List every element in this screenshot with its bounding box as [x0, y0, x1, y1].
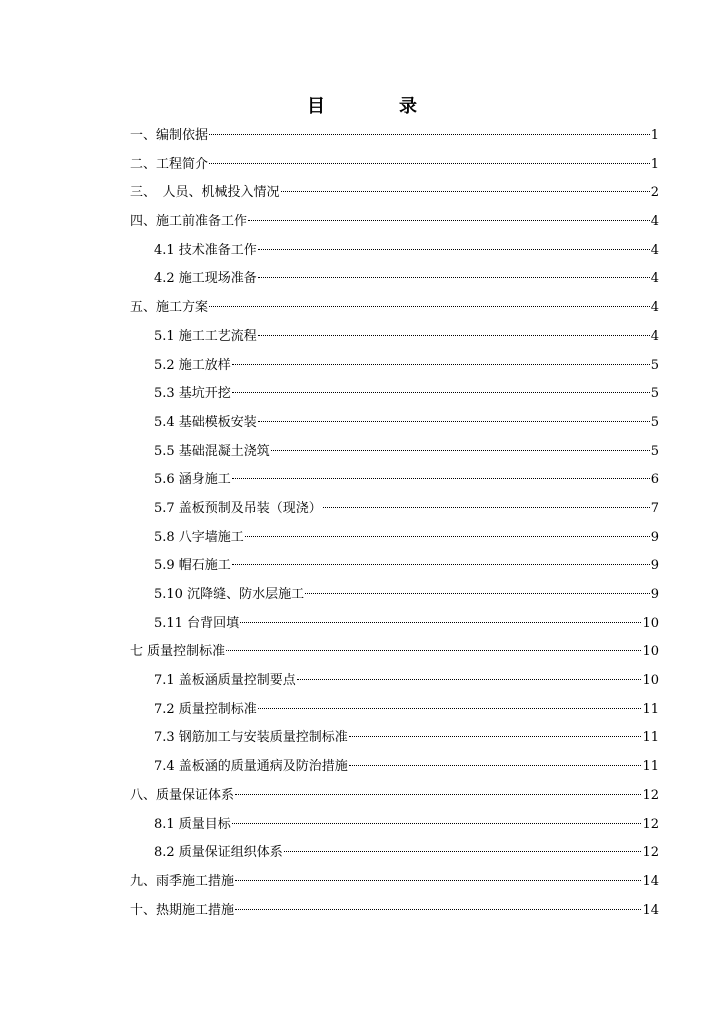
toc-entry-label: 五、施工方案: [130, 300, 209, 316]
toc-entry-page-number: 7: [650, 500, 659, 516]
toc-entry-page-number: 5: [650, 357, 659, 373]
toc-entry-page-number: 1: [650, 128, 659, 143]
toc-entry-label: 七 质量控制标准: [130, 644, 226, 660]
toc-title: 目 录: [307, 96, 445, 117]
dot-leader: [258, 421, 650, 422]
dot-leader: [235, 794, 641, 795]
toc-entry[interactable]: [130, 353, 659, 382]
toc-entry-label: 8.1 质量目标: [154, 816, 231, 832]
dot-leader: [258, 277, 650, 278]
toc-entry-label: 九、雨季施工措施: [130, 873, 235, 889]
dot-leader: [240, 622, 641, 623]
toc-entry[interactable]: [130, 783, 659, 812]
toc-entry[interactable]: [130, 725, 659, 754]
dot-leader: [209, 134, 650, 135]
toc-entry-label: 4.1 技术准备工作: [154, 242, 257, 258]
dot-leader: [323, 507, 650, 508]
dot-leader: [281, 191, 650, 192]
toc-entry[interactable]: [130, 840, 659, 869]
table-of-contents: [130, 123, 659, 926]
toc-entry[interactable]: [130, 152, 659, 181]
toc-entry[interactable]: [130, 439, 659, 468]
toc-entry-page-number: 12: [642, 787, 659, 803]
toc-entry-label: 7.4 盖板涵的质量通病及防治措施: [154, 759, 348, 775]
dot-leader: [232, 478, 650, 479]
dot-leader: [232, 392, 650, 393]
toc-entry-label: 5.5 基础混凝土浇筑: [154, 443, 270, 459]
toc-entry-label: 8.2 质量保证组织体系: [154, 845, 283, 861]
toc-entry-label: 7.2 质量控制标准: [154, 701, 257, 717]
toc-entry-page-number: 6: [650, 472, 659, 488]
toc-entry-label: 5.1 施工工艺流程: [154, 328, 257, 344]
toc-entry-page-number: 9: [650, 587, 659, 602]
dot-leader: [235, 909, 641, 910]
toc-entry-page-number: 14: [642, 873, 659, 889]
toc-entry-label: 5.9 帽石施工: [154, 558, 231, 574]
toc-entry-page-number: 5: [650, 443, 659, 459]
dot-leader: [209, 163, 650, 164]
toc-entry-label: 5.4 基础模板安装: [154, 414, 257, 430]
dot-leader: [209, 306, 650, 307]
toc-entry[interactable]: [130, 324, 659, 353]
dot-leader: [349, 765, 642, 766]
toc-entry[interactable]: [130, 582, 659, 611]
toc-entry-page-number: 4: [650, 328, 659, 344]
toc-entry[interactable]: [130, 869, 659, 898]
toc-entry-page-number: 12: [642, 816, 659, 832]
dot-leader: [258, 335, 650, 336]
toc-entry-page-number: 2: [650, 185, 659, 201]
toc-entry[interactable]: [130, 898, 659, 927]
toc-entry-page-number: 14: [642, 902, 659, 918]
toc-entry[interactable]: [130, 381, 659, 410]
toc-entry[interactable]: [130, 639, 659, 668]
dot-leader: [232, 364, 650, 365]
dot-leader: [232, 823, 642, 824]
toc-entry-label: 5.3 基坑开挖: [154, 386, 231, 402]
dot-leader: [349, 736, 642, 737]
toc-entry-label: 十、热期施工措施: [130, 902, 235, 918]
dot-leader: [284, 851, 642, 852]
dot-leader: [226, 650, 641, 651]
toc-entry-page-number: 10: [642, 673, 659, 689]
toc-entry-page-number: 1: [650, 156, 659, 172]
toc-entry-label: 7.1 盖板涵质量控制要点: [154, 673, 296, 689]
toc-entry-label: 5.6 涵身施工: [154, 472, 231, 488]
toc-entry-page-number: 4: [650, 214, 659, 230]
toc-entry-label: 5.10 沉降缝、防水层施工: [154, 587, 305, 602]
toc-entry[interactable]: [130, 209, 659, 238]
toc-entry[interactable]: [130, 410, 659, 439]
dot-leader: [235, 880, 641, 881]
toc-entry[interactable]: [130, 295, 659, 324]
toc-entry[interactable]: [130, 754, 659, 783]
toc-entry[interactable]: [130, 496, 659, 525]
toc-entry[interactable]: [130, 525, 659, 554]
toc-entry-label: 三、 人员、机械投入情况: [130, 185, 280, 201]
toc-entry-page-number: 10: [642, 615, 659, 631]
toc-entry[interactable]: [130, 553, 659, 582]
dot-leader: [232, 564, 650, 565]
toc-entry-page-number: 4: [650, 271, 659, 287]
toc-entry-page-number: 9: [650, 558, 659, 574]
toc-entry-page-number: 11: [642, 730, 659, 746]
toc-entry-label: 二、工程简介: [130, 156, 209, 172]
toc-entry-label: 5.7 盖板预制及吊装（现浇）: [154, 500, 322, 516]
toc-entry-label: 四、施工前准备工作: [130, 214, 248, 230]
toc-entry-page-number: 5: [650, 386, 659, 402]
toc-entry-label: 5.2 施工放样: [154, 357, 231, 373]
dot-leader: [297, 679, 642, 680]
toc-entry-page-number: 4: [650, 242, 659, 258]
toc-entry-page-number: 12: [642, 845, 659, 861]
toc-entry-page-number: 9: [650, 529, 659, 545]
toc-entry-label: 八、质量保证体系: [130, 787, 235, 803]
dot-leader: [258, 708, 642, 709]
toc-entry[interactable]: [130, 812, 659, 841]
toc-entry[interactable]: [130, 238, 659, 267]
toc-entry-label: 4.2 施工现场准备: [154, 271, 257, 287]
toc-entry-page-number: 5: [650, 414, 659, 430]
toc-entry[interactable]: [130, 180, 659, 209]
dot-leader: [305, 593, 650, 594]
toc-entry-page-number: 4: [650, 300, 659, 316]
toc-entry-page-number: 11: [642, 701, 659, 717]
toc-entry-label: 5.8 八字墙施工: [154, 529, 244, 545]
dot-leader: [258, 249, 650, 250]
toc-entry-label: 5.11 台背回填: [154, 615, 240, 631]
toc-entry[interactable]: [130, 467, 659, 496]
toc-entry[interactable]: [130, 611, 659, 640]
dot-leader: [245, 536, 650, 537]
toc-entry[interactable]: [130, 266, 659, 295]
dot-leader: [248, 220, 650, 221]
toc-entry-page-number: 11: [642, 759, 659, 775]
toc-entry[interactable]: [130, 668, 659, 697]
toc-entry-page-number: 10: [642, 644, 659, 660]
toc-entry[interactable]: [130, 697, 659, 726]
toc-entry-label: 一、编制依据: [130, 128, 209, 143]
dot-leader: [271, 450, 650, 451]
toc-entry[interactable]: [130, 123, 659, 152]
toc-entry-label: 7.3 钢筋加工与安装质量控制标准: [154, 730, 348, 746]
